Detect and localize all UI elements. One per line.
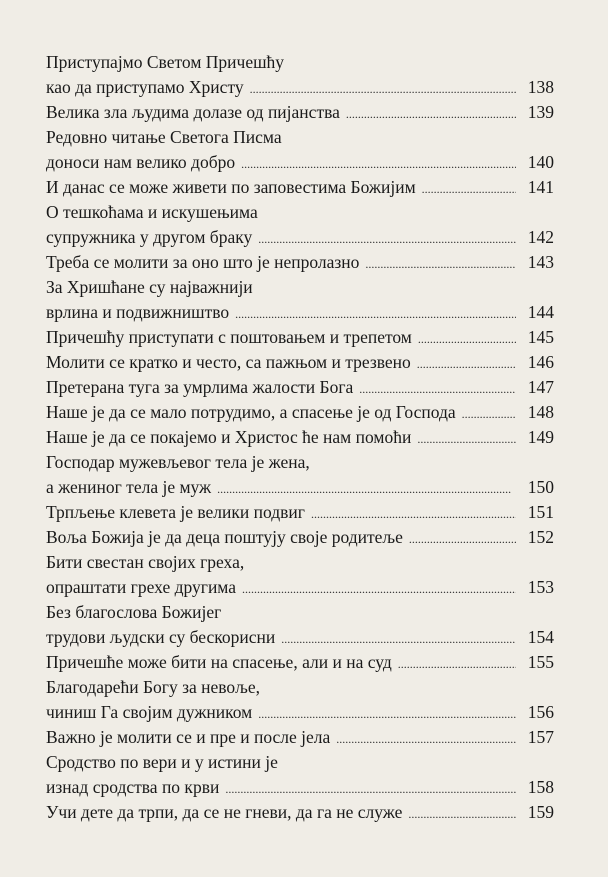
dot-leader — [258, 702, 516, 727]
toc-entry — [46, 400, 554, 425]
toc-page-number: 138 — [527, 77, 554, 97]
dot-leader — [398, 652, 516, 677]
dot-leader — [250, 77, 516, 102]
dot-leader — [217, 477, 516, 502]
toc-entry-line — [46, 175, 554, 200]
toc-entry-line — [46, 225, 554, 250]
toc-page-number: 142 — [527, 227, 554, 247]
toc-page-number: 155 — [527, 652, 554, 672]
toc-entry-title-line: Бити свестан својих греха, — [46, 552, 245, 572]
toc-entry-title: Претерана туга за умрлима жалости Бога — [46, 377, 354, 397]
toc-entry-line — [46, 625, 554, 650]
toc-page-number: 150 — [527, 477, 554, 497]
toc-entry-line — [46, 350, 554, 375]
toc-entry-line — [46, 400, 554, 425]
toc-entry — [46, 675, 554, 725]
toc-page-number: 156 — [527, 702, 554, 722]
table-of-contents — [46, 50, 554, 825]
toc-entry-title: Трпљење клевета је велики подвиг — [46, 502, 305, 522]
toc-entry-line — [46, 525, 554, 550]
toc-entry-line — [46, 300, 554, 325]
toc-entry-line — [46, 475, 554, 500]
toc-entry-title: Наше је да се мало потрудимо, а спасење је од Господа — [46, 402, 456, 422]
toc-entry-line — [46, 425, 554, 450]
toc-entry-title: И данас се може живети по заповестима Божијим — [46, 177, 416, 197]
toc-page-number: 154 — [527, 627, 554, 647]
toc-entry-line — [46, 500, 554, 525]
toc-entry — [46, 375, 554, 400]
toc-page-number: 152 — [527, 527, 554, 547]
toc-page-number: 149 — [527, 427, 554, 447]
toc-entry-line — [46, 575, 554, 600]
toc-entry-title-line: Сродство по вери и у истини је — [46, 752, 278, 772]
toc-page-number: 139 — [527, 102, 554, 122]
toc-entry — [46, 750, 554, 800]
toc-entry-title: Воља Божија је да деца поштују своје родитеље — [46, 527, 403, 547]
toc-entry — [46, 125, 554, 175]
toc-page-number: 148 — [527, 402, 554, 422]
toc-entry-title-line: О тешкоћама и искушењима — [46, 202, 258, 222]
toc-entry — [46, 100, 554, 125]
toc-entry-line — [46, 650, 554, 675]
toc-entry — [46, 275, 554, 325]
toc-entry-line — [46, 100, 554, 125]
dot-leader — [336, 727, 516, 752]
dot-leader — [346, 102, 516, 127]
toc-entry-title: као да приступамо Христу — [46, 77, 244, 97]
toc-entry-title: Велика зла људима долазе од пијанства — [46, 102, 340, 122]
toc-entry-title: опраштати грехе другима — [46, 577, 237, 597]
toc-entry-title: Важно је молити се и пре и после јела — [46, 727, 331, 747]
toc-entry — [46, 725, 554, 750]
toc-entry-title: изнад сродства по крви — [46, 777, 220, 797]
toc-entry-line — [46, 775, 554, 800]
toc-entry-title: Треба се молити за оно што је непролазно — [46, 252, 360, 272]
toc-entry-title: а жениног тела је муж — [46, 477, 212, 497]
toc-entry-title: супружника у другом браку — [46, 227, 253, 247]
toc-page-number: 143 — [527, 252, 554, 272]
toc-entry-line — [46, 375, 554, 400]
toc-page-number: 151 — [527, 502, 554, 522]
toc-page-number: 145 — [527, 327, 554, 347]
toc-entry-title-line: Без благослова Божијег — [46, 602, 222, 622]
dot-leader — [462, 402, 516, 427]
toc-entry — [46, 175, 554, 200]
toc-page-number: 140 — [527, 152, 554, 172]
dot-leader — [235, 302, 516, 327]
toc-entry-line — [46, 325, 554, 350]
toc-entry-title: Причешће може бити на спасење, али и на суд — [46, 652, 392, 672]
toc-entry-title: трудови људски су бескорисни — [46, 627, 276, 647]
toc-entry — [46, 250, 554, 275]
toc-page-number: 146 — [527, 352, 554, 372]
toc-entry-title: врлина и подвижништво — [46, 302, 230, 322]
toc-entry — [46, 350, 554, 375]
toc-entry-title: чиниш Га својим дужником — [46, 702, 253, 722]
toc-entry — [46, 500, 554, 525]
toc-page-number: 158 — [527, 777, 554, 797]
toc-page-number: 159 — [527, 802, 554, 822]
dot-leader — [417, 352, 516, 377]
dot-leader — [408, 802, 516, 827]
toc-entry-title: Причешћу приступати с поштовањем и трепетом — [46, 327, 412, 347]
toc-entry — [46, 50, 554, 100]
toc-page-number: 157 — [527, 727, 554, 747]
toc-entry — [46, 525, 554, 550]
dot-leader — [417, 427, 516, 452]
dot-leader — [418, 327, 516, 352]
toc-entry-title-line: За Хришћане су најважнији — [46, 277, 253, 297]
dot-leader — [365, 252, 516, 277]
dot-leader — [281, 627, 516, 652]
toc-entry — [46, 600, 554, 650]
toc-entry-title: доноси нам велико добро — [46, 152, 236, 172]
toc-entry — [46, 800, 554, 825]
toc-entry-title-line: Приступајмо Светом Причешћу — [46, 52, 285, 72]
toc-entry — [46, 200, 554, 250]
toc-page-number: 144 — [527, 302, 554, 322]
toc-entry-line — [46, 800, 554, 825]
toc-entry-title-line: Редовно читање Светога Писма — [46, 127, 282, 147]
toc-entry-title: Учи дете да трпи, да се не гневи, да га не служе — [46, 802, 403, 822]
dot-leader — [359, 377, 516, 402]
toc-entry — [46, 550, 554, 600]
dot-leader — [409, 527, 516, 552]
toc-entry-title-line: Господар мужевљевог тела је жена, — [46, 452, 310, 472]
dot-leader — [241, 152, 516, 177]
toc-entry-line — [46, 75, 554, 100]
toc-entry-line — [46, 700, 554, 725]
dot-leader — [225, 777, 516, 802]
toc-entry — [46, 650, 554, 675]
toc-entry-line — [46, 150, 554, 175]
toc-entry — [46, 425, 554, 450]
toc-entry-line — [46, 725, 554, 750]
toc-entry-title-line: Благодарећи Богу за невоље, — [46, 677, 261, 697]
toc-entry-title: Наше је да се покајемо и Христос ће нам помоћи — [46, 427, 412, 447]
toc-entry-title: Молити се кратко и често, са пажњом и трезвено — [46, 352, 411, 372]
toc-page-number: 153 — [527, 577, 554, 597]
toc-entry — [46, 450, 554, 500]
dot-leader — [422, 177, 516, 202]
toc-page-number: 141 — [527, 177, 554, 197]
toc-page-number: 147 — [527, 377, 554, 397]
toc-entry — [46, 325, 554, 350]
dot-leader — [242, 577, 516, 602]
dot-leader — [258, 227, 516, 252]
toc-entry-line — [46, 250, 554, 275]
dot-leader — [311, 502, 516, 527]
